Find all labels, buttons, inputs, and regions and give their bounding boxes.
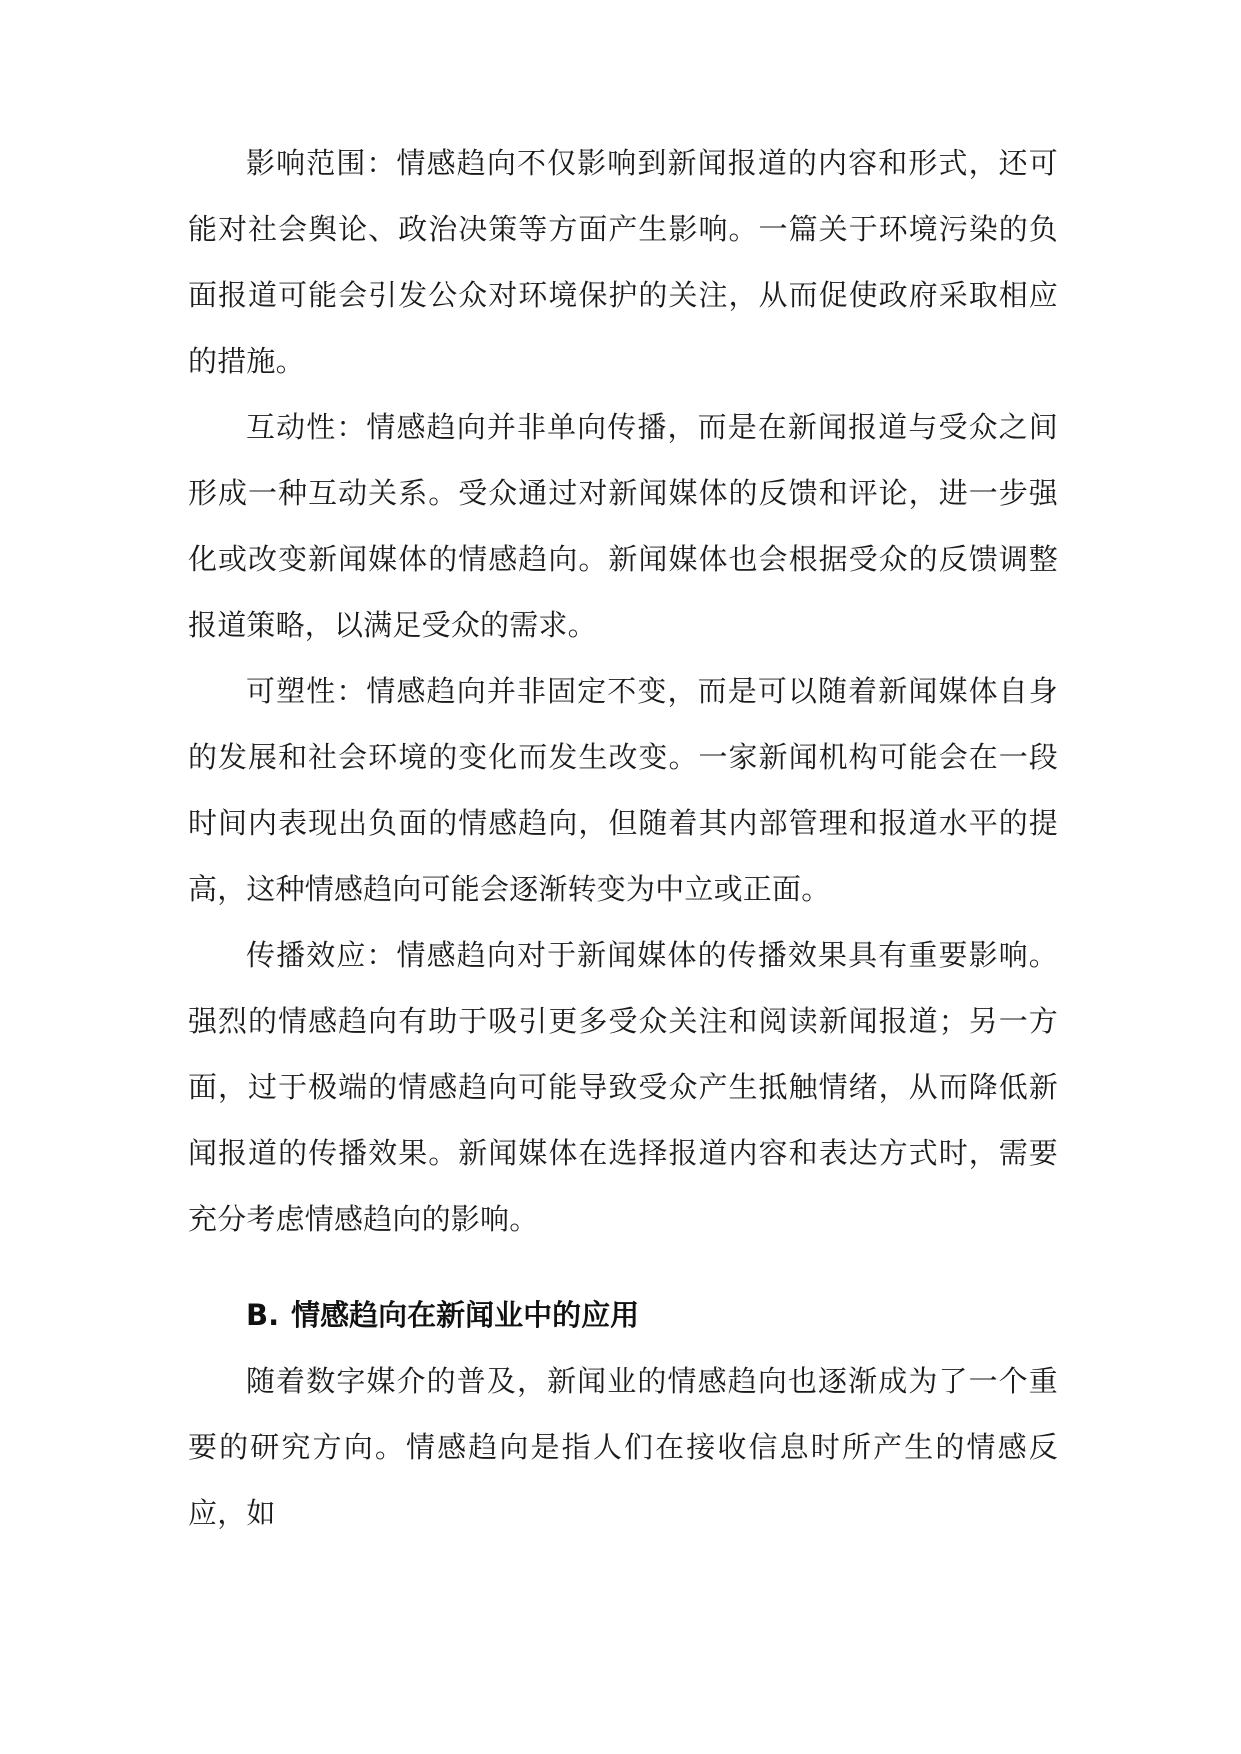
paragraph-propagation-effect: 传播效应：情感趋向对于新闻媒体的传播效果具有重要影响。强烈的情感趋向有助于吸引更多受众关注和阅读新闻报道；另一方面，过于极端的情感趋向可能导致受众产生抵触情绪，从而降低新闻报道的传播效果。新闻媒体在选择报道内容和表达方式时，需要充分考虑情感趋向的影响。 — [188, 938, 1058, 1236]
section-heading — [188, 1282, 1058, 1348]
paragraph-interactivity: 互动性：情感趋向并非单向传播，而是在新闻报道与受众之间形成一种互动关系。受众通过对新闻媒体的反馈和评论，进一步强化或改变新闻媒体的情感趋向。新闻媒体也会根据受众的反馈调整报道策略，以满足受众的需求。 — [188, 410, 1058, 642]
section-heading-label: B. — [246, 1298, 280, 1332]
document-page — [188, 130, 1058, 1546]
paragraph-plasticity: 可塑性：情感趋向并非固定不变，而是可以随着新闻媒体自身的发展和社会环境的变化而发生改变。一家新闻机构可能会在一段时间内表现出负面的情感趋向，但随着其内部管理和报道水平的提高，这种情感趋向可能会逐渐转变为中立或正面。 — [188, 674, 1058, 906]
section-heading-title: 情感趋向在新闻业中的应用 — [291, 1298, 640, 1332]
paragraph-influence-scope: 影响范围：情感趋向不仅影响到新闻报道的内容和形式，还可能对社会舆论、政治决策等方面产生影响。一篇关于环境污染的负面报道可能会引发公众对环境保护的关注，从而促使政府采取相应的措施。 — [188, 146, 1058, 378]
paragraph-section-intro: 随着数字媒介的普及，新闻业的情感趋向也逐渐成为了一个重要的研究方向。情感趋向是指人们在接收信息时所产生的情感反应，如 — [188, 1364, 1058, 1530]
